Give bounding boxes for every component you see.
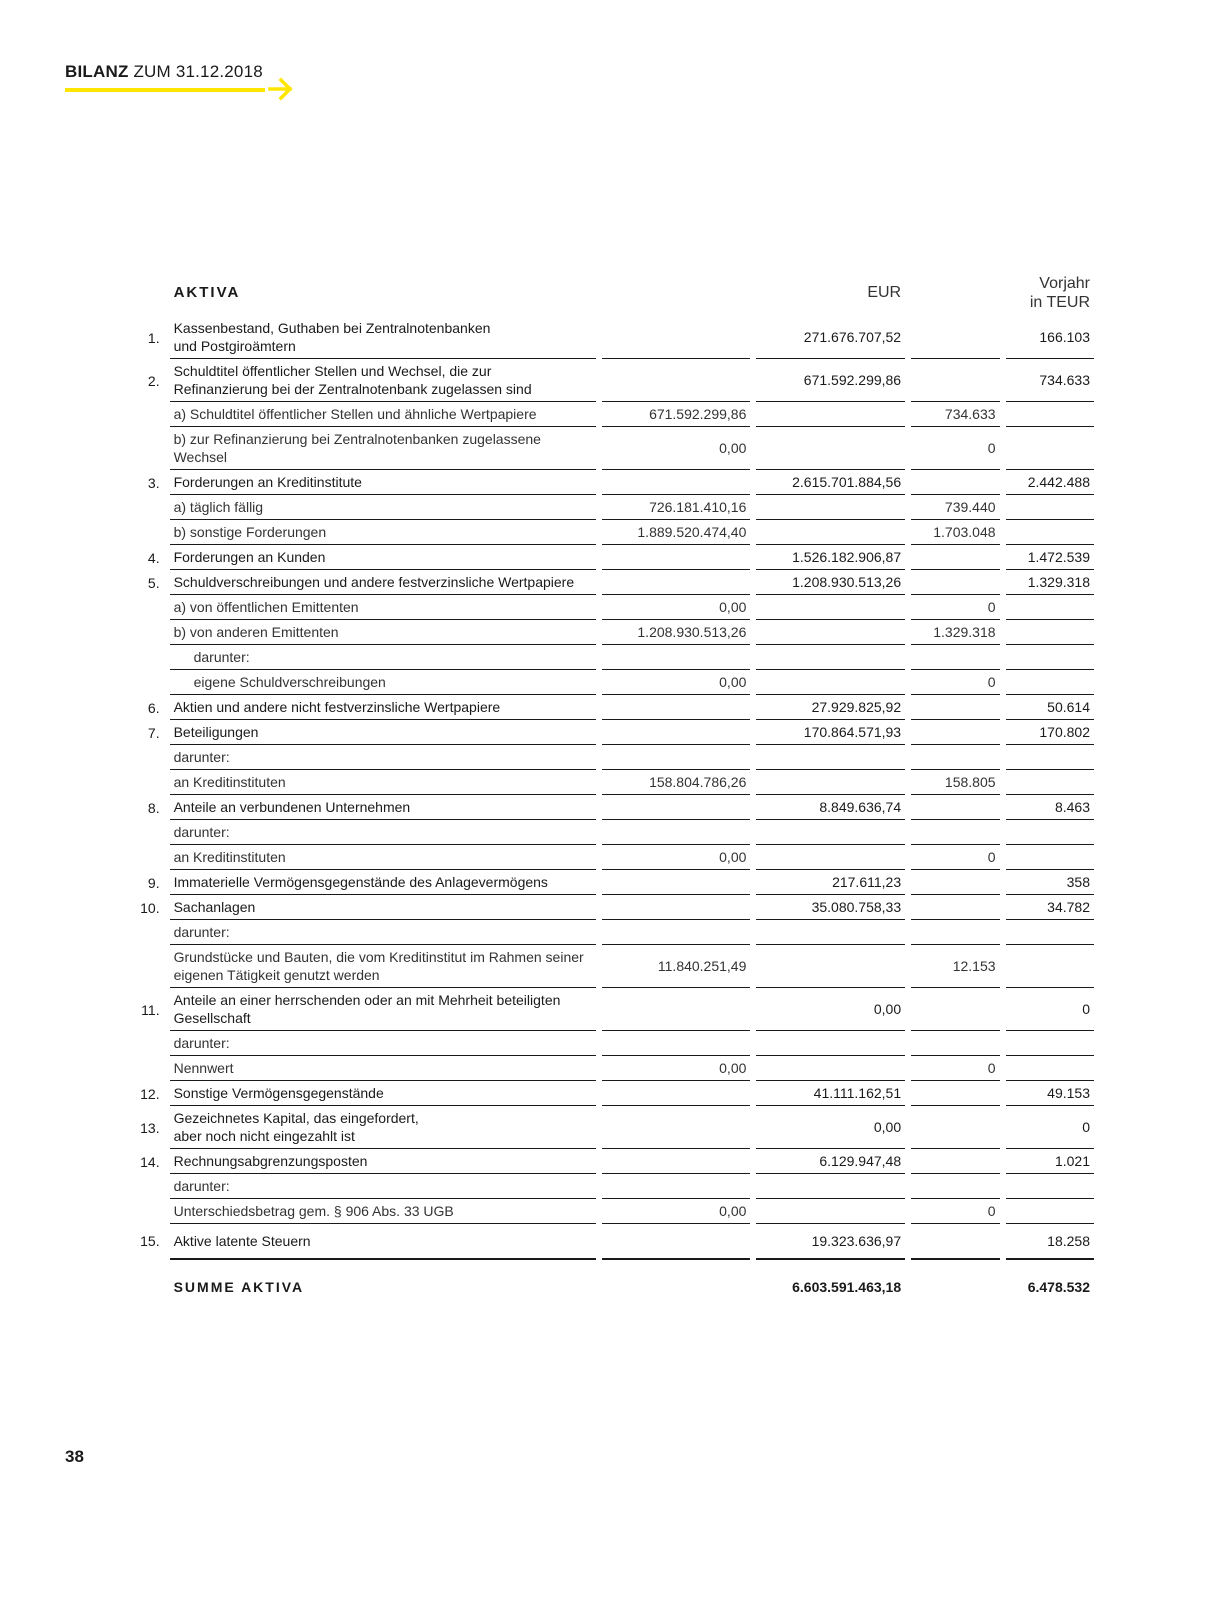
table-row [136,820,1094,845]
row-label: b) von anderen Emittenten [170,620,596,645]
row-value-c: 0 [911,845,999,870]
row-value-b: 217.611,23 [756,870,905,895]
row-value-c [911,645,999,670]
row-value-a: 0,00 [602,1199,751,1224]
row-value-c: 0 [911,595,999,620]
table-row [136,870,1094,895]
row-value-c [911,1224,999,1258]
total-label: SUMME AKTIVA [173,1279,305,1295]
balance-sheet-table [130,270,1100,1299]
row-value-d [1006,770,1094,795]
row-value-c [911,570,999,595]
table-row [136,520,1094,545]
row-number [136,495,164,520]
row-value-a [602,895,751,920]
row-value-b [756,1174,905,1199]
row-value-c: 0 [911,670,999,695]
row-value-c: 0 [911,1199,999,1224]
total-prior-year: 6.478.532 [1027,1279,1090,1295]
row-number: 9. [147,874,160,891]
row-value-c: 1.703.048 [911,520,999,545]
row-value-b [756,645,905,670]
row-value-b [756,845,905,870]
row-number [136,670,164,695]
row-value-b [756,1031,905,1056]
row-value-d [1006,1199,1094,1224]
column-header-prior-year: Vorjahr in TEUR [1029,275,1090,311]
row-number: 2. [147,372,160,389]
row-value-b: 1.526.182.906,87 [756,545,905,570]
row-number [136,427,164,470]
row-value-d [1006,595,1094,620]
row-value-c [911,316,999,359]
row-value-d [1006,845,1094,870]
row-value-d [1006,402,1094,427]
table-row [136,1199,1094,1224]
row-number: 6. [147,699,160,716]
row-value-b [756,670,905,695]
row-value-c: 0 [911,1056,999,1081]
row-value-d [1006,820,1094,845]
row-value-a: 726.181.410,16 [602,495,751,520]
row-number: 11. [141,1001,160,1018]
row-number: 1. [147,329,160,346]
row-value-b [756,620,905,645]
row-value-a [602,720,751,745]
row-value-c: 12.153 [911,945,999,988]
row-value-c [911,1106,999,1149]
row-value-d: 170.802 [1006,720,1094,745]
row-value-d: 358 [1006,870,1094,895]
row-number [136,1174,164,1199]
row-value-c [911,359,999,402]
row-value-a: 0,00 [602,670,751,695]
row-label: Nennwert [170,1056,596,1081]
row-value-b: 0,00 [756,1106,905,1149]
row-value-b [756,595,905,620]
row-value-d [1006,920,1094,945]
row-number [136,620,164,645]
table-row [136,645,1094,670]
row-label: eigene Schuldverschreibungen [170,670,596,695]
row-value-b: 1.208.930.513,26 [756,570,905,595]
row-label: Aktive latente Steuern [173,1233,311,1249]
row-label: Aktien und andere nicht festverzinsliche Wertpapiere [170,695,596,720]
row-number [136,770,164,795]
row-value-d: 49.153 [1006,1081,1094,1106]
table-row [136,1081,1094,1106]
row-value-b [756,945,905,988]
row-value-a: 671.592.299,86 [602,402,751,427]
table-row [136,895,1094,920]
row-value-c [911,695,999,720]
row-value-c [911,895,999,920]
row-label: b) sonstige Forderungen [170,520,596,545]
row-number: 4. [147,549,160,566]
table-row [136,620,1094,645]
row-number: 3. [147,474,160,491]
row-label: Forderungen an Kunden [170,545,596,570]
row-value-c [911,470,999,495]
row-value-c [911,988,999,1031]
row-value-a [602,645,751,670]
row-value-b: 2.615.701.884,56 [756,470,905,495]
table-row [136,670,1094,695]
row-number [136,920,164,945]
row-value-c [911,745,999,770]
row-number: 14. [140,1153,160,1170]
row-value-a [602,470,751,495]
row-number: 12. [140,1085,160,1102]
row-value-b: 35.080.758,33 [756,895,905,920]
row-value-b [756,1199,905,1224]
row-value-d: 734.633 [1006,359,1094,402]
row-value-d: 34.782 [1006,895,1094,920]
row-label: darunter: [170,920,596,945]
table-row [136,845,1094,870]
row-number: 5. [147,574,160,591]
row-value-a: 0,00 [602,595,751,620]
row-value-c: 739.440 [911,495,999,520]
row-value-c [911,1149,999,1174]
row-number [136,645,164,670]
row-value-b [756,520,905,545]
row-value-a: 158.804.786,26 [602,770,751,795]
row-label: Forderungen an Kreditinstitute [170,470,596,495]
row-label: a) Schuldtitel öffentlicher Stellen und ähnliche Wertpapiere [170,402,596,427]
row-number: 15. [140,1233,160,1249]
row-value-d [1006,945,1094,988]
table-row [136,427,1094,470]
row-value-a [602,745,751,770]
row-value-d: 0 [1006,988,1094,1031]
row-number [136,520,164,545]
row-number [136,1056,164,1081]
row-value-c: 158.805 [911,770,999,795]
row-value-a [602,316,751,359]
row-value-b: 41.111.162,51 [756,1081,905,1106]
row-value-b: 8.849.636,74 [756,795,905,820]
row-number: 7. [147,724,160,741]
table-row [136,1149,1094,1174]
row-value-a: 0,00 [602,845,751,870]
row-label: darunter: [170,1031,596,1056]
row-value-b: 671.592.299,86 [756,359,905,402]
row-number: 10. [140,899,160,916]
table-row [136,1031,1094,1056]
row-number [136,745,164,770]
row-value-a [602,1106,751,1149]
row-label: an Kreditinstituten [170,770,596,795]
table-row [136,920,1094,945]
table-row [136,1224,1094,1258]
row-value-a [602,795,751,820]
table-row [136,402,1094,427]
table-row [136,745,1094,770]
row-label: Immaterielle Vermögensgegenstände des Anlagevermögens [170,870,596,895]
row-number [136,820,164,845]
table-row [136,1174,1094,1199]
row-value-b [756,820,905,845]
row-value-b [756,1056,905,1081]
row-label: Unterschiedsbetrag gem. § 906 Abs. 33 UGB [170,1199,596,1224]
row-label: Sachanlagen [170,895,596,920]
table-row [136,1106,1094,1149]
header-title-rest: ZUM 31.12.2018 [133,62,263,81]
row-label: Beteiligungen [170,720,596,745]
table-row [136,945,1094,988]
row-value-a [602,1031,751,1056]
row-value-b [756,920,905,945]
row-label: Rechnungsabgrenzungsposten [170,1149,596,1174]
table-row [136,1056,1094,1081]
row-value-a: 1.208.930.513,26 [602,620,751,645]
page-number: 38 [65,1447,84,1466]
row-label: darunter: [170,820,596,845]
row-value-c [911,545,999,570]
row-value-d: 1.021 [1006,1149,1094,1174]
row-number [136,945,164,988]
row-value-a [602,695,751,720]
row-label: Schuldtitel öffentlicher Stellen und Wechsel, die zur Refinanzierung bei der Zentralnotenbank zugelassen sind [170,359,596,402]
row-value-a [602,570,751,595]
row-value-d [1006,745,1094,770]
row-value-d: 50.614 [1006,695,1094,720]
row-value-a [602,1174,751,1199]
row-value-d [1006,427,1094,470]
row-label: Anteile an einer herrschenden oder an mit Mehrheit beteiligten Gesellschaft [170,988,596,1031]
row-value-c [911,1081,999,1106]
row-value-c: 734.633 [911,402,999,427]
row-number [136,1199,164,1224]
row-value-b: 170.864.571,93 [756,720,905,745]
row-value-b: 0,00 [756,988,905,1031]
row-label: darunter: [170,1174,596,1199]
row-label: Kassenbestand, Guthaben bei Zentralnotenbanken und Postgiroämtern [170,316,596,359]
row-label: Grundstücke und Bauten, die vom Kreditinstitut im Rahmen seiner eigenen Tätigkeit genutzt werden [170,945,596,988]
table-row [136,316,1094,359]
row-value-b [756,770,905,795]
row-label: a) von öffentlichen Emittenten [170,595,596,620]
header-accent-rule [65,88,265,92]
row-value-c [911,1174,999,1199]
row-value-c [911,820,999,845]
row-value-a [602,820,751,845]
row-value-b: 271.676.707,52 [756,316,905,359]
row-value-a: 11.840.251,49 [602,945,751,988]
row-value-a: 0,00 [602,427,751,470]
row-value-b: 6.129.947,48 [756,1149,905,1174]
table-row [136,988,1094,1031]
total-row [136,1264,1094,1299]
row-value-b [756,427,905,470]
row-value-c [911,870,999,895]
row-label: Schuldverschreibungen und andere festverzinsliche Wertpapiere [170,570,596,595]
total-value: 6.603.591.463,18 [792,1279,902,1295]
row-value-b: 27.929.825,92 [756,695,905,720]
page-header [65,62,263,82]
row-value-d [1006,670,1094,695]
row-value-a [602,1149,751,1174]
table-row [136,695,1094,720]
row-number [136,1031,164,1056]
header-title-bold: BILANZ [65,62,129,81]
row-label: darunter: [170,745,596,770]
row-label: Anteile an verbundenen Unternehmen [170,795,596,820]
row-value-b [756,745,905,770]
row-label: Gezeichnetes Kapital, das eingefordert, aber noch nicht eingezahlt ist [170,1106,596,1149]
row-number [136,845,164,870]
row-value-d [1006,645,1094,670]
table-row [136,795,1094,820]
row-label: darunter: [170,645,596,670]
table-row [136,770,1094,795]
row-label: Sonstige Vermögensgegenstände [170,1081,596,1106]
row-value-a [602,545,751,570]
row-value-c [911,920,999,945]
column-header-aktiva: AKTIVA [173,284,241,301]
table-row [136,470,1094,495]
row-number [136,402,164,427]
row-value-d [1006,620,1094,645]
row-value-a [602,920,751,945]
row-label: an Kreditinstituten [170,845,596,870]
row-value-b [756,402,905,427]
row-value-d [1006,520,1094,545]
row-label: b) zur Refinanzierung bei Zentralnotenbanken zugelassene Wechsel [170,427,596,470]
row-value-d: 2.442.488 [1006,470,1094,495]
row-value-c: 1.329.318 [911,620,999,645]
row-value-a [602,870,751,895]
table-row [136,545,1094,570]
row-value-a [602,1081,751,1106]
row-value-c: 0 [911,427,999,470]
row-value-d [1006,1031,1094,1056]
row-value-c [911,1031,999,1056]
table-row [136,570,1094,595]
table-header-row [136,270,1094,316]
row-value-b: 19.323.636,97 [811,1233,902,1249]
row-value-b [756,495,905,520]
arrow-right-icon [268,76,294,102]
row-value-a [602,1224,751,1258]
row-value-d [1006,495,1094,520]
row-value-a [602,359,751,402]
row-number: 13. [140,1119,160,1136]
row-value-c [911,720,999,745]
table-row [136,720,1094,745]
row-value-c [911,795,999,820]
row-value-a: 1.889.520.474,40 [602,520,751,545]
table-row [136,595,1094,620]
row-value-d [1006,1056,1094,1081]
row-value-d: 8.463 [1006,795,1094,820]
column-header-eur: EUR [867,284,902,301]
row-value-d: 166.103 [1006,316,1094,359]
table-row [136,495,1094,520]
row-label: a) täglich fällig [170,495,596,520]
table-row [136,359,1094,402]
row-value-d [1006,1174,1094,1199]
row-number [136,595,164,620]
row-value-d: 1.472.539 [1006,545,1094,570]
row-value-a [602,988,751,1031]
row-number: 8. [147,799,160,816]
row-value-a: 0,00 [602,1056,751,1081]
row-value-d: 18.258 [1047,1233,1090,1249]
row-value-d: 1.329.318 [1006,570,1094,595]
row-value-d: 0 [1006,1106,1094,1149]
